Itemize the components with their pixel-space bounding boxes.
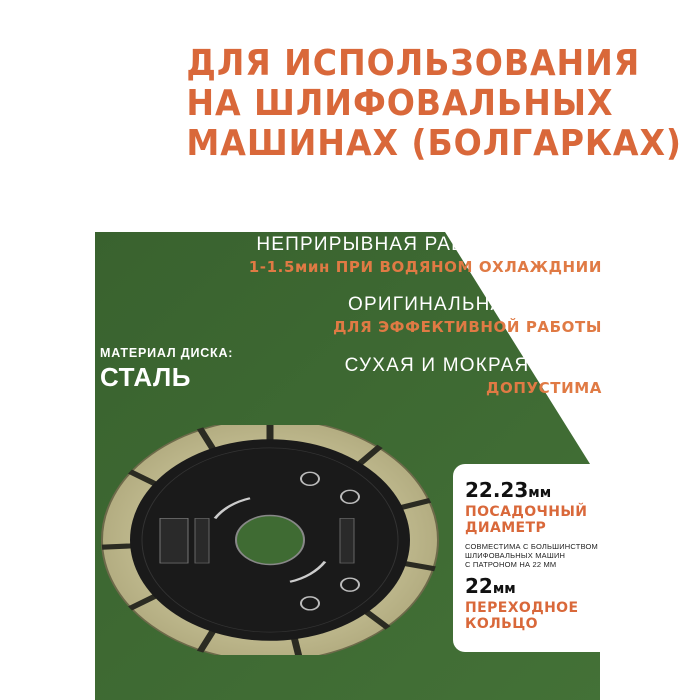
feature-main-text: СУХАЯ И МОКРАЯ РЕЗКА: [344, 355, 602, 376]
material-block: [100, 346, 233, 393]
bore-note-line-2: ШЛИФОВАЛЬНЫХ МАШИН: [465, 551, 566, 560]
diamond-disc-image: [95, 425, 445, 655]
feature-sub-text: ДЛЯ ЭФФЕКТИВНОЙ РАБОТЫ: [333, 318, 602, 336]
ring-unit: мм: [492, 581, 516, 597]
headline-line-1: ДЛЯ ИСПОЛЬЗОВАНИЯ: [186, 43, 641, 84]
bore-title: [465, 504, 587, 536]
feature-sub-text: 1-1.5мин ПРИ ВОДЯНОМ ОХЛАЖДНИИ: [248, 258, 602, 276]
feature-shape: [333, 294, 602, 336]
ring-title-line-1: ПЕРЕХОДНОЕ: [465, 600, 579, 616]
headline-line-3: МАШИНАХ (БОЛГАРКАХ): [186, 123, 682, 164]
feature-main-text: ОРИГИНАЛЬНАЯ ФОРМА: [348, 294, 602, 315]
headline-line-2: НА ШЛИФОВАЛЬНЫХ: [186, 83, 614, 124]
bore-value: 22.23: [465, 478, 529, 502]
bore-title-line-2: ДИАМЕТР: [465, 520, 547, 536]
bore-title-line-1: ПОСАДОЧНЫЙ: [465, 504, 588, 520]
material-label: МАТЕРИАЛ ДИСКА:: [100, 346, 234, 360]
bore-unit: мм: [528, 485, 552, 501]
feature-continuous: [249, 234, 602, 276]
specs-card: [455, 466, 615, 650]
ring-value: 22: [465, 574, 493, 598]
feature-dry-wet: [345, 355, 602, 397]
bore-note-line-3: С ПАТРОНОМ НА 22 ММ: [465, 560, 557, 569]
ring-title-line-2: КОЛЬЦО: [465, 616, 538, 632]
bore-size: [465, 478, 551, 502]
material-value: СТАЛЬ: [100, 362, 191, 392]
bore-note-line-1: СОВМЕСТИМА С БОЛЬШИНСТВОМ: [465, 542, 599, 551]
headline: [150, 43, 682, 164]
ring-title: [465, 600, 578, 632]
feature-sub-text: ДОПУСТИМА: [486, 379, 602, 397]
ring-size: [465, 574, 516, 598]
feature-main-text: НЕПРИРЫВНАЯ РАБОТА ДИСКОМ: [256, 234, 602, 255]
bore-note: [465, 542, 598, 569]
